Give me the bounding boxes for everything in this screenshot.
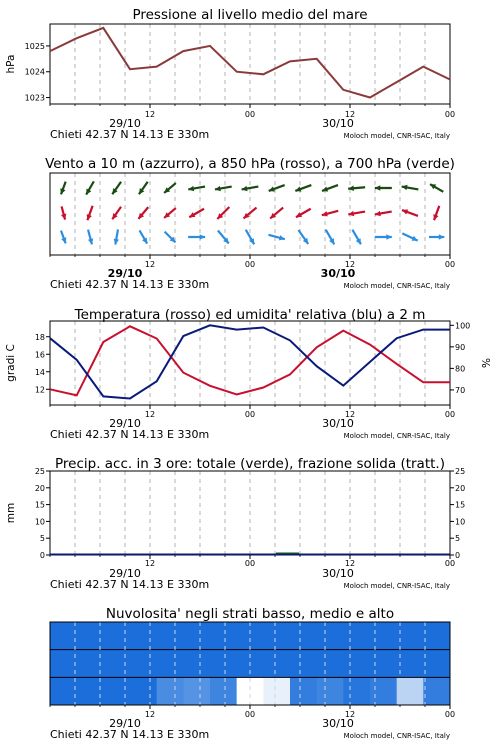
cloud-cell bbox=[397, 677, 424, 705]
clouds-xtick-label: 12 bbox=[144, 710, 156, 719]
cloud-cell bbox=[423, 677, 450, 705]
precip-xtick-label: 12 bbox=[144, 559, 156, 568]
precip-ytick-label: 25 bbox=[34, 467, 45, 476]
wind-arrow-700hpa bbox=[269, 185, 285, 192]
wind-arrow-10m bbox=[326, 230, 335, 245]
wind-arrow-850hpa bbox=[433, 206, 439, 220]
pressure-xtick-label: 00 bbox=[444, 110, 456, 119]
pressure-ytick-label: 1025 bbox=[24, 41, 45, 51]
wind-arrow-850hpa bbox=[322, 211, 338, 217]
temperature-ytick-label: 16 bbox=[34, 350, 45, 360]
cloud-cell bbox=[290, 622, 317, 650]
temperature-credit: Moloch model, CNR-ISAC, Italy bbox=[343, 432, 450, 440]
wind-arrow-head bbox=[375, 185, 381, 191]
cloud-cell bbox=[237, 622, 264, 650]
wind-arrow-700hpa bbox=[322, 185, 338, 192]
temperature-ytick-label: 18 bbox=[34, 332, 45, 342]
wind-arrow-head bbox=[386, 234, 392, 240]
pressure-ytick-label: 1024 bbox=[24, 67, 45, 77]
cloud-cell bbox=[210, 677, 237, 705]
precip-title: Precip. acc. in 3 ore: totale (verde), frazione solida (tratt.) bbox=[55, 456, 445, 472]
cloud-cell bbox=[210, 622, 237, 650]
cloud-cell bbox=[103, 677, 130, 705]
wind-arrow-10m bbox=[165, 232, 176, 243]
pressure-xtick-label: 00 bbox=[244, 110, 256, 119]
wind-arrow-10m bbox=[188, 234, 205, 240]
wind-arrow-10m bbox=[114, 229, 119, 244]
wind-xtick-label: 00 bbox=[444, 260, 456, 269]
wind-arrow-10m bbox=[61, 231, 66, 244]
cloud-cell bbox=[103, 650, 130, 678]
temperature-ytick-label: 14 bbox=[34, 367, 45, 377]
wind-arrow-850hpa bbox=[348, 211, 365, 216]
cloud-cell bbox=[423, 650, 450, 678]
precip-ytick-label: 15 bbox=[34, 500, 45, 510]
wind-arrow-head bbox=[200, 234, 206, 240]
clouds-date-label: 29/10 bbox=[109, 717, 141, 730]
humidity-ytick-right-label: 90 bbox=[455, 342, 466, 352]
wind-xtick-label: 12 bbox=[144, 260, 156, 269]
precip-ytick-right-label: 25 bbox=[455, 467, 466, 476]
precip-ytick-right-label: 0 bbox=[455, 551, 461, 560]
cloud-cell bbox=[183, 677, 210, 705]
precip-credit: Moloch model, CNR-ISAC, Italy bbox=[343, 582, 450, 590]
wind-arrow-700hpa bbox=[164, 183, 176, 193]
wind-credit: Moloch model, CNR-ISAC, Italy bbox=[343, 282, 450, 290]
precip-ytick-right-label: 20 bbox=[455, 483, 466, 493]
pressure-date-label: 29/10 bbox=[109, 117, 141, 130]
cloud-cell bbox=[183, 650, 210, 678]
wind-xtick-label: 00 bbox=[244, 260, 256, 269]
cloud-cell bbox=[130, 677, 157, 705]
cloud-cell bbox=[130, 622, 157, 650]
wind-arrow-850hpa bbox=[112, 207, 121, 220]
wind-date-label: 30/10 bbox=[320, 267, 356, 280]
wind-arrow-850hpa bbox=[402, 209, 418, 216]
clouds-xtick-label: 00 bbox=[244, 710, 256, 719]
pressure-ylabel: hPa bbox=[5, 54, 17, 74]
pressure-xtick-label: 12 bbox=[344, 110, 356, 119]
wind-arrow-10m bbox=[352, 230, 361, 245]
pressure-line bbox=[50, 28, 450, 98]
cloud-cell bbox=[370, 650, 397, 678]
wind-location: Chieti 42.37 N 14.13 E 330m bbox=[50, 278, 210, 291]
wind-arrow-10m bbox=[402, 233, 417, 240]
wind-arrow-10m bbox=[140, 230, 148, 243]
wind-arrow-700hpa bbox=[215, 186, 232, 191]
temperature-date-label: 29/10 bbox=[109, 417, 141, 430]
cloud-cell bbox=[157, 677, 184, 705]
wind-arrow-700hpa bbox=[375, 185, 392, 191]
cloud-cell bbox=[130, 650, 157, 678]
wind-date-label: 29/10 bbox=[107, 267, 143, 280]
humidity-ytick-right-label: 80 bbox=[455, 364, 466, 374]
wind-arrow-850hpa bbox=[87, 206, 93, 220]
cloud-cell bbox=[423, 622, 450, 650]
temperature-location: Chieti 42.37 N 14.13 E 330m bbox=[50, 428, 210, 441]
cloud-cell bbox=[50, 677, 77, 705]
cloud-cell bbox=[263, 677, 290, 705]
cloud-cell bbox=[317, 622, 344, 650]
wind-arrow-10m bbox=[88, 230, 93, 245]
precip-ytick-right-label: 10 bbox=[455, 517, 466, 527]
pressure-title: Pressione al livello medio del mare bbox=[132, 7, 368, 23]
wind-arrow-850hpa bbox=[296, 209, 311, 218]
wind-arrow-10m bbox=[429, 234, 444, 240]
cloud-cell bbox=[343, 622, 370, 650]
clouds-xtick-label: 12 bbox=[344, 710, 356, 719]
cloud-cell bbox=[317, 677, 344, 705]
precip-ytick-right-label: 5 bbox=[455, 534, 461, 544]
humidity-ytick-right-label: 70 bbox=[455, 385, 466, 395]
cloud-cell bbox=[263, 622, 290, 650]
cloud-cell bbox=[370, 677, 397, 705]
wind-arrow-850hpa bbox=[189, 209, 204, 218]
wind-arrow-850hpa bbox=[270, 208, 283, 219]
cloud-cell bbox=[50, 622, 77, 650]
precip-date-label: 30/10 bbox=[322, 567, 354, 580]
temperature-xtick-label: 12 bbox=[344, 410, 356, 419]
humidity-ylabel: % bbox=[481, 358, 493, 368]
cloud-cell bbox=[317, 650, 344, 678]
wind-arrow-850hpa bbox=[61, 206, 66, 219]
wind-arrow-850hpa bbox=[164, 208, 176, 218]
pressure-ytick-label: 1023 bbox=[24, 93, 45, 103]
cloud-cell bbox=[343, 650, 370, 678]
temperature-xtick-label: 12 bbox=[144, 410, 156, 419]
wind-arrow-850hpa bbox=[375, 211, 392, 216]
wind-arrow-700hpa bbox=[295, 185, 311, 192]
wind-arrow-700hpa bbox=[112, 182, 121, 195]
precip-xtick-label: 00 bbox=[244, 559, 256, 568]
wind-arrow-700hpa bbox=[348, 186, 365, 191]
cloud-cell bbox=[103, 622, 130, 650]
wind-arrow-850hpa bbox=[217, 207, 229, 219]
cloud-cell bbox=[157, 622, 184, 650]
wind-xtick-label: 12 bbox=[344, 260, 356, 269]
precip-ytick-right-label: 15 bbox=[455, 500, 466, 510]
wind-arrow-head bbox=[439, 234, 445, 240]
cloud-cell bbox=[397, 650, 424, 678]
precip-location: Chieti 42.37 N 14.13 E 330m bbox=[50, 578, 210, 591]
wind-arrow-700hpa bbox=[430, 184, 443, 192]
cloud-cell bbox=[343, 677, 370, 705]
precip-xtick-label: 00 bbox=[444, 559, 456, 568]
temperature-xtick-label: 00 bbox=[244, 410, 256, 419]
cloud-cell bbox=[263, 650, 290, 678]
precip-ytick-label: 5 bbox=[39, 534, 45, 544]
pressure-xtick-label: 12 bbox=[144, 110, 156, 119]
clouds-xtick-label: 00 bbox=[444, 710, 456, 719]
clouds-credit: Moloch model, CNR-ISAC, Italy bbox=[343, 732, 450, 740]
cloud-cell bbox=[157, 650, 184, 678]
clouds-location: Chieti 42.37 N 14.13 E 330m bbox=[50, 728, 210, 741]
temperature-xtick-label: 00 bbox=[444, 410, 456, 419]
cloud-cell bbox=[50, 650, 77, 678]
wind-arrow-head bbox=[348, 186, 354, 191]
precip-xtick-label: 12 bbox=[344, 559, 356, 568]
cloud-cell bbox=[183, 622, 210, 650]
temperature-ylabel: gradi C bbox=[5, 344, 17, 382]
humidity-ytick-right-label: 100 bbox=[455, 321, 471, 331]
temperature-date-label: 30/10 bbox=[322, 417, 354, 430]
clouds-title: Nuvolosita' negli strati basso, medio e alto bbox=[105, 606, 395, 622]
pressure-date-label: 30/10 bbox=[322, 117, 354, 130]
wind-arrow-700hpa bbox=[60, 182, 65, 195]
cloud-cell bbox=[290, 677, 317, 705]
wind-arrow-700hpa bbox=[86, 181, 94, 194]
precip-ytick-label: 0 bbox=[39, 551, 45, 560]
precip-ylabel: mm bbox=[5, 502, 17, 524]
cloud-cell bbox=[370, 622, 397, 650]
cloud-cell bbox=[397, 622, 424, 650]
wind-arrow-700hpa bbox=[402, 185, 419, 190]
cloud-cell bbox=[210, 650, 237, 678]
clouds-date-label: 30/10 bbox=[322, 717, 354, 730]
wind-title: Vento a 10 m (azzurro), a 850 hPa (rosso), a 700 hPa (verde) bbox=[45, 156, 455, 172]
pressure-credit: Moloch model, CNR-ISAC, Italy bbox=[343, 132, 450, 140]
temperature-title: Temperatura (rosso) ed umidita' relativa (blu) a 2 m bbox=[74, 307, 426, 323]
precip-ytick-label: 10 bbox=[34, 517, 45, 527]
wind-arrow-10m bbox=[268, 235, 284, 241]
pressure-location: Chieti 42.37 N 14.13 E 330m bbox=[50, 128, 210, 141]
cloud-cell bbox=[77, 622, 104, 650]
cloud-cell bbox=[290, 650, 317, 678]
precip-date-label: 29/10 bbox=[109, 567, 141, 580]
wind-arrow-10m bbox=[375, 234, 392, 240]
wind-arrow-850hpa bbox=[138, 207, 148, 219]
wind-arrow-10m bbox=[218, 230, 229, 243]
precip-ytick-label: 20 bbox=[34, 483, 45, 493]
temperature-ytick-label: 12 bbox=[34, 385, 45, 395]
wind-arrow-700hpa bbox=[139, 182, 148, 195]
wind-arrow-700hpa bbox=[188, 186, 205, 191]
